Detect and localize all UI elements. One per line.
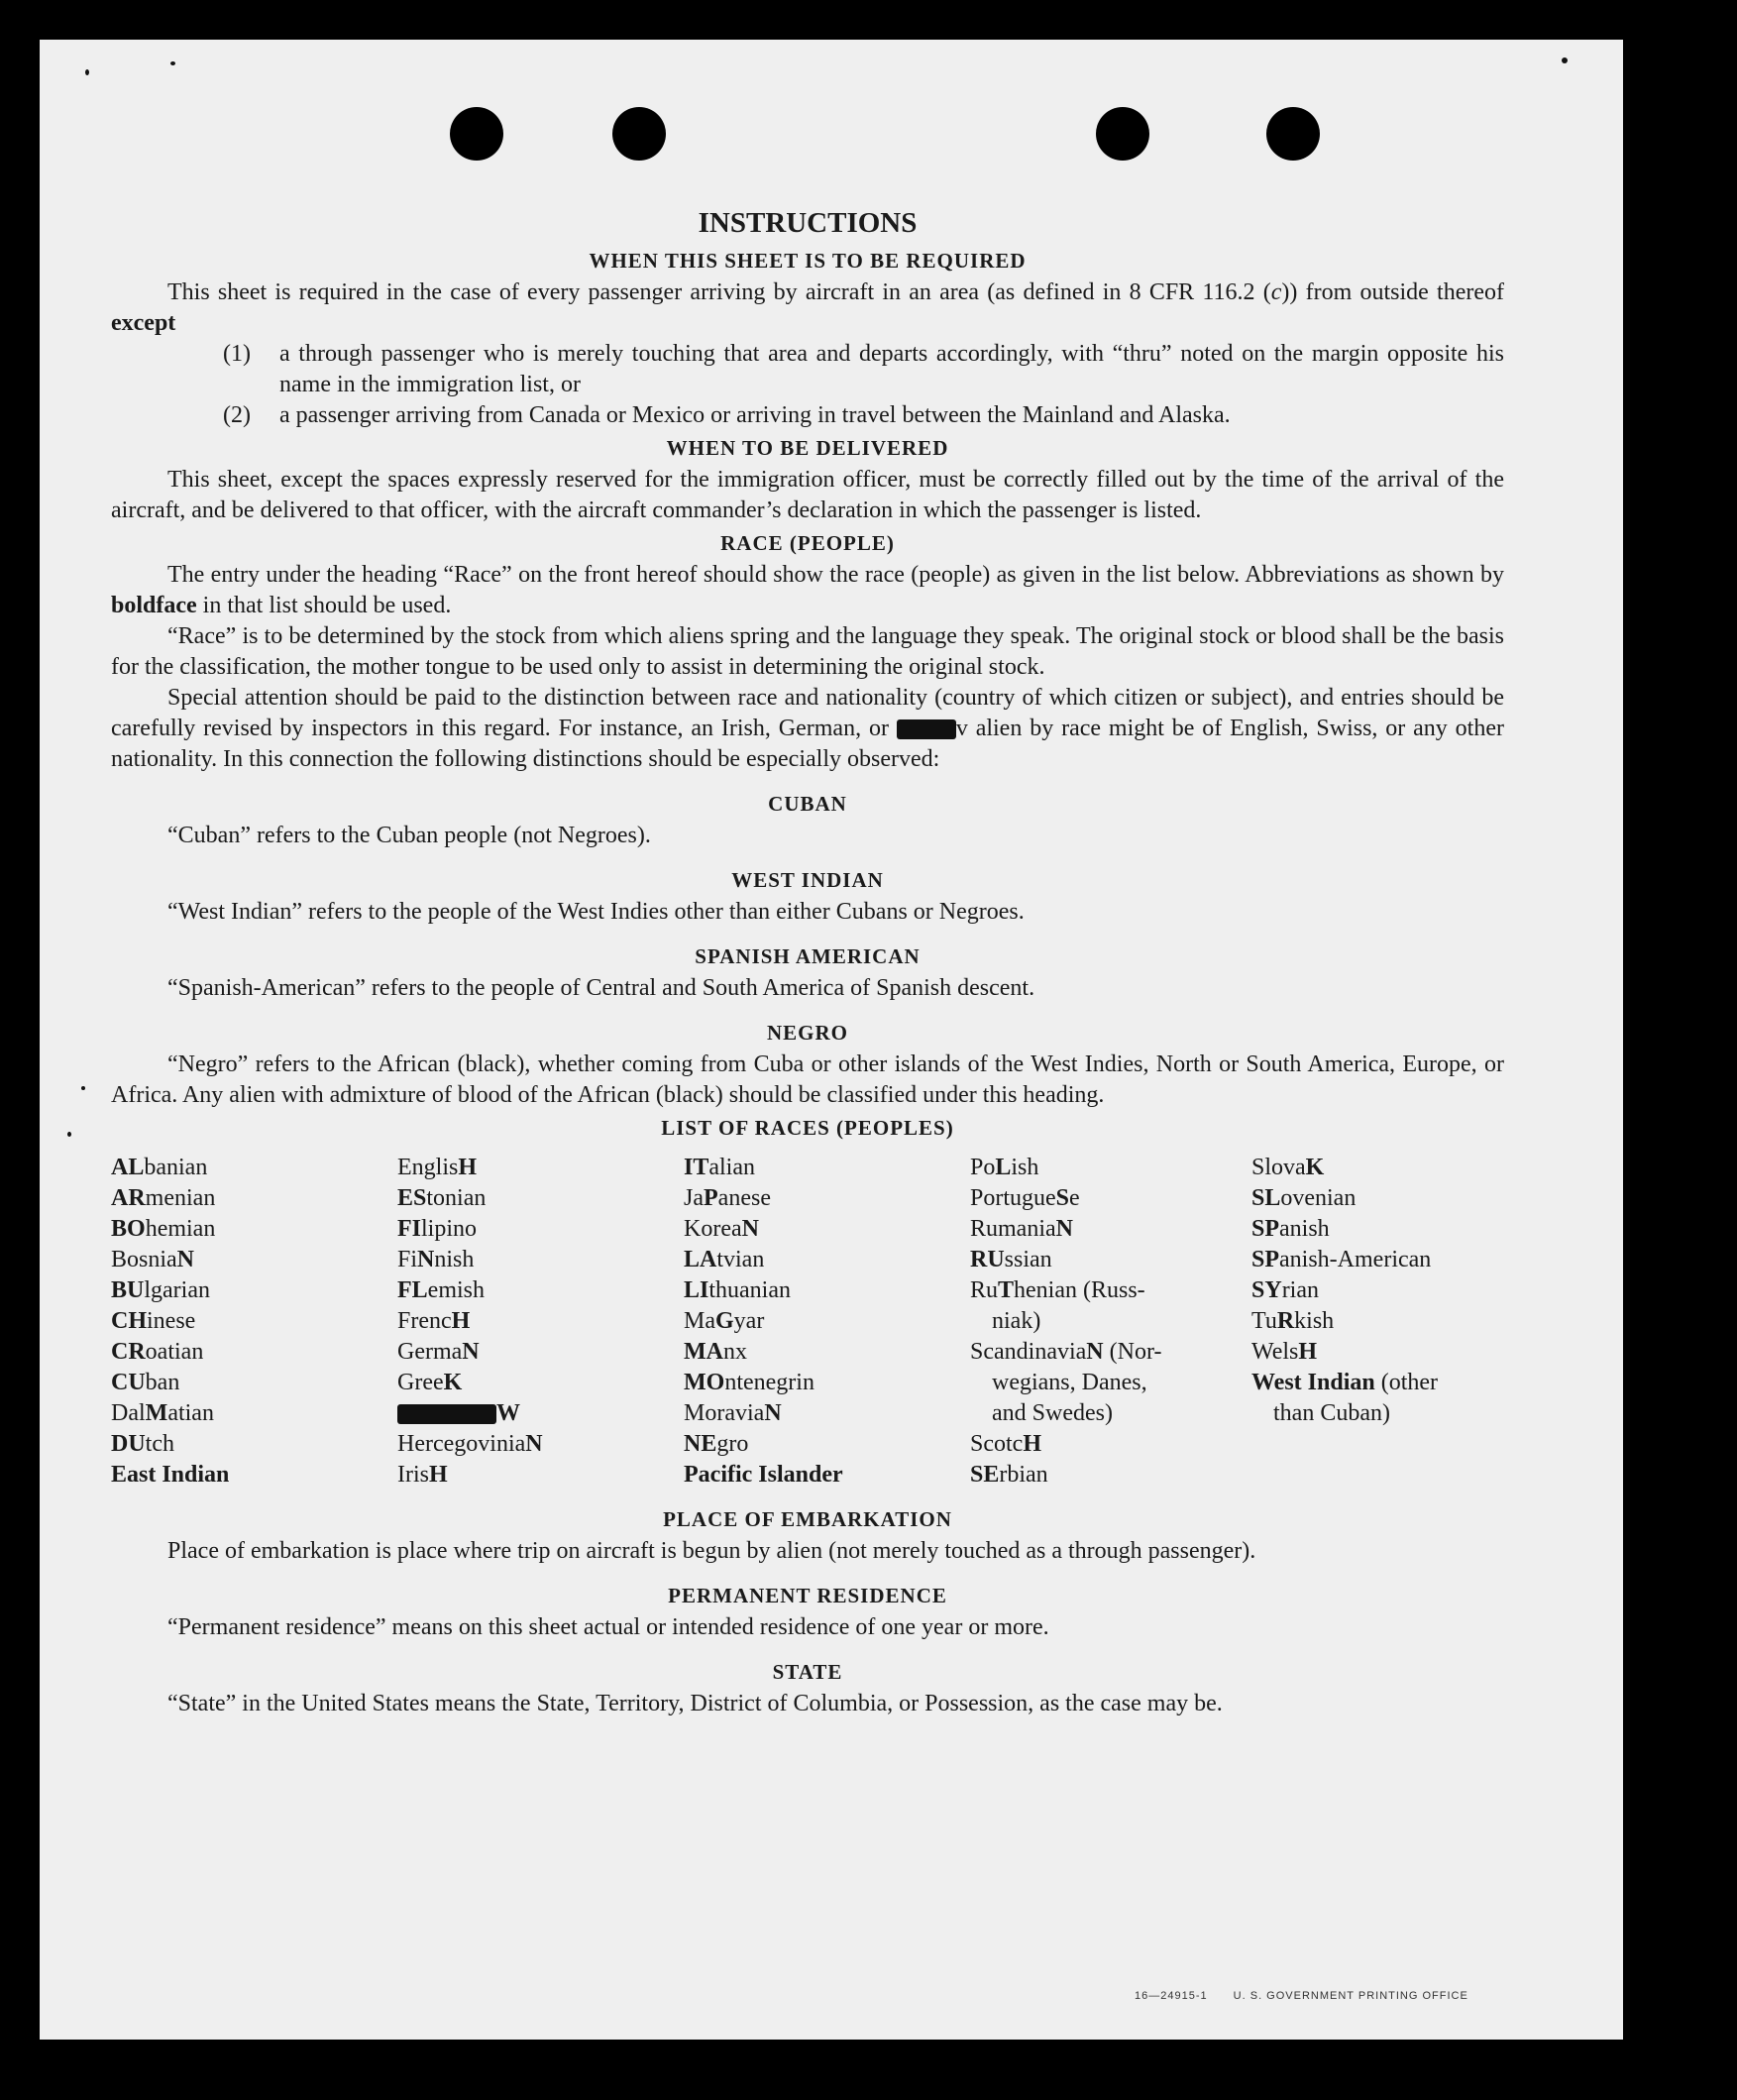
race-entry: FrencH	[397, 1308, 471, 1334]
instructions-content	[111, 204, 1504, 1719]
race-entry: FiNnish	[397, 1247, 475, 1272]
race-entry: HercegoviniaN	[397, 1431, 543, 1457]
race-entry: GreeK	[397, 1370, 463, 1395]
race-entry: FLemish	[397, 1277, 485, 1303]
form-number: 16—24915-1	[1135, 1990, 1208, 2002]
form-footer	[1135, 1990, 1468, 2002]
race-entry: ScotcH	[970, 1431, 1041, 1457]
race-entry: LIthuanian	[684, 1277, 791, 1303]
residence-text: “Permanent residence” means on this sheet actual or intended residence of one year or more.	[167, 1614, 1049, 1640]
race-entry: BosniaN	[111, 1247, 195, 1272]
speck	[170, 61, 175, 65]
race-entry: EnglisH	[397, 1155, 478, 1180]
race-entry: FIlipino	[397, 1216, 478, 1242]
race-entry: SlovaK	[1251, 1155, 1325, 1180]
race-entry: CUban	[111, 1370, 180, 1395]
punch-hole	[1266, 107, 1320, 161]
race-entry: JaPanese	[684, 1185, 771, 1211]
section-heading-delivered: WHEN TO BE DELIVERED	[666, 436, 949, 460]
race-entry: than Cuban)	[1273, 1400, 1390, 1426]
race-entry: niak)	[992, 1308, 1041, 1334]
item-text: a passenger arriving from Canada or Mexico or arriving in travel between the Mainland and Alaska.	[279, 402, 1231, 428]
cuban-text: “Cuban” refers to the Cuban people (not Negroes).	[167, 823, 651, 848]
punch-hole	[1096, 107, 1149, 161]
race-entry: BUlgarian	[111, 1277, 210, 1303]
race-entry: PortugueSe	[970, 1185, 1080, 1211]
embarkation-text: Place of embarkation is place where trip on aircraft is begun by alien (not merely touched as a through passenger).	[167, 1538, 1256, 1564]
race-entry: West Indian (other	[1251, 1370, 1439, 1395]
item-text: a through passenger who is merely touching that area and departs accordingly, with “thru” noted on the margin opposite his name in the immigration list, or	[279, 341, 1504, 397]
race-entry: SPanish-American	[1251, 1247, 1432, 1272]
race-column	[1251, 1153, 1504, 1491]
race-entry: and Swedes)	[992, 1400, 1113, 1426]
section-heading-cuban: CUBAN	[768, 792, 847, 816]
race-entry: WelsH	[1251, 1339, 1318, 1365]
section-heading-race: RACE (PEOPLE)	[720, 531, 895, 555]
race-entry: EStonian	[397, 1185, 487, 1211]
section-heading-residence: PERMANENT RESIDENCE	[668, 1584, 947, 1607]
punch-hole	[450, 107, 503, 161]
section-heading-required: WHEN THIS SHEET IS TO BE REQUIRED	[589, 249, 1027, 273]
race-entry: DalMatian	[111, 1400, 214, 1426]
speck	[81, 1086, 85, 1090]
race-entry: MaGyar	[684, 1308, 765, 1334]
item-number: (1)	[223, 341, 251, 367]
speck	[1562, 57, 1568, 63]
race-entry: MAnx	[684, 1339, 747, 1365]
section-heading-west-indian: WEST INDIAN	[731, 868, 884, 892]
race-column	[970, 1153, 1251, 1491]
race-entry: TuRkish	[1251, 1308, 1335, 1334]
race-entry: DUtch	[111, 1431, 174, 1457]
race-entry: KoreaN	[684, 1216, 759, 1242]
race-entry: ScandinaviaN (Nor-	[970, 1339, 1162, 1365]
race-entry: RumaniaN	[970, 1216, 1073, 1242]
race-entry: ARmenian	[111, 1185, 216, 1211]
race-entry: Pacific Islander	[684, 1462, 843, 1488]
race-paragraph-1: The entry under the heading “Race” on the front hereof should show the race (people) as given in the list below. Abbreviations as shown by boldface in that list should be used.	[111, 562, 1504, 618]
race-entry: IrisH	[397, 1462, 448, 1488]
west-indian-text: “West Indian” refers to the people of the West Indies other than either Cubans or Negroes.	[167, 899, 1025, 925]
redaction-mark	[397, 1404, 496, 1424]
race-entry: GermaN	[397, 1339, 480, 1365]
race-entry: W	[397, 1398, 684, 1429]
race-entry: East Indian	[111, 1462, 230, 1488]
section-heading-spanish-american: SPANISH AMERICAN	[695, 944, 921, 968]
race-entry: CRoatian	[111, 1339, 204, 1365]
race-entry: SYrian	[1251, 1277, 1319, 1303]
race-entry: PoLish	[970, 1155, 1039, 1180]
race-entry: CHinese	[111, 1308, 196, 1334]
race-entry: SErbian	[970, 1462, 1048, 1488]
race-entry: ITalian	[684, 1155, 755, 1180]
page-title: INSTRUCTIONS	[698, 207, 918, 239]
punch-hole	[612, 107, 666, 161]
delivered-text: This sheet, except the spaces expressly reserved for the immigration officer, must be correctly filled out by the time of the arrival of the aircraft, and be delivered to that officer, with the aircraft commander’s declaration in which the passenger is listed.	[111, 467, 1504, 523]
required-item	[111, 339, 1504, 400]
section-heading-state: STATE	[772, 1660, 843, 1684]
race-entry: LAtvian	[684, 1247, 765, 1272]
race-entry: BOhemian	[111, 1216, 216, 1242]
redaction-mark	[897, 719, 956, 739]
race-entry: RUssian	[970, 1247, 1052, 1272]
required-item	[111, 400, 1504, 431]
negro-text: “Negro” refers to the African (black), whether coming from Cuba or other islands of the West Indies, North or South America, Europe, or Africa. Any alien with admixture of blood of the African (black) should be classified under this heading.	[111, 1051, 1504, 1108]
race-entry: SPanish	[1251, 1216, 1330, 1242]
race-entry: MOntenegrin	[684, 1370, 814, 1395]
race-entry: SLovenian	[1251, 1185, 1357, 1211]
race-entry: NEgro	[684, 1431, 749, 1457]
required-intro: This sheet is required in the case of every passenger arriving by aircraft in an area (as defined in 8 CFR 116.2 (c)) from outside thereof except	[111, 279, 1504, 336]
state-text: “State” in the United States means the State, Territory, District of Columbia, or Possession, as the case may be.	[167, 1691, 1223, 1716]
race-entry: MoraviaN	[684, 1400, 782, 1426]
section-heading-embarkation: PLACE OF EMBARKATION	[663, 1507, 952, 1531]
item-number: (2)	[223, 402, 251, 428]
spanish-american-text: “Spanish-American” refers to the people of Central and South America of Spanish descent.	[167, 975, 1035, 1001]
race-entry: ALbanian	[111, 1155, 208, 1180]
race-column	[684, 1153, 970, 1491]
section-heading-list: LIST OF RACES (PEOPLES)	[661, 1116, 954, 1140]
race-column	[397, 1153, 684, 1491]
speck	[67, 1132, 71, 1137]
speck	[85, 69, 89, 75]
race-list	[111, 1153, 1504, 1491]
race-column	[111, 1153, 397, 1491]
race-entry: wegians, Danes,	[992, 1370, 1147, 1395]
printer-credit: U. S. GOVERNMENT PRINTING OFFICE	[1233, 1990, 1468, 2002]
section-heading-negro: NEGRO	[766, 1021, 848, 1045]
race-entry: RuThenian (Russ-	[970, 1277, 1145, 1303]
race-paragraph-2: “Race” is to be determined by the stock from which aliens spring and the language they speak. The original stock or blood shall be the basis for the classification, the mother tongue to be used only to assist in determining the original stock.	[111, 623, 1504, 680]
document-page	[40, 40, 1623, 2040]
race-paragraph-3: Special attention should be paid to the distinction between race and nationality (country of which citizen or subject), and entries should be carefully revised by inspectors in this regard. For instance, an Irish, German, or v alien by race might be of English, Swiss, or any other nationality. In this connection the following distinctions should be especially observed:	[111, 685, 1504, 772]
